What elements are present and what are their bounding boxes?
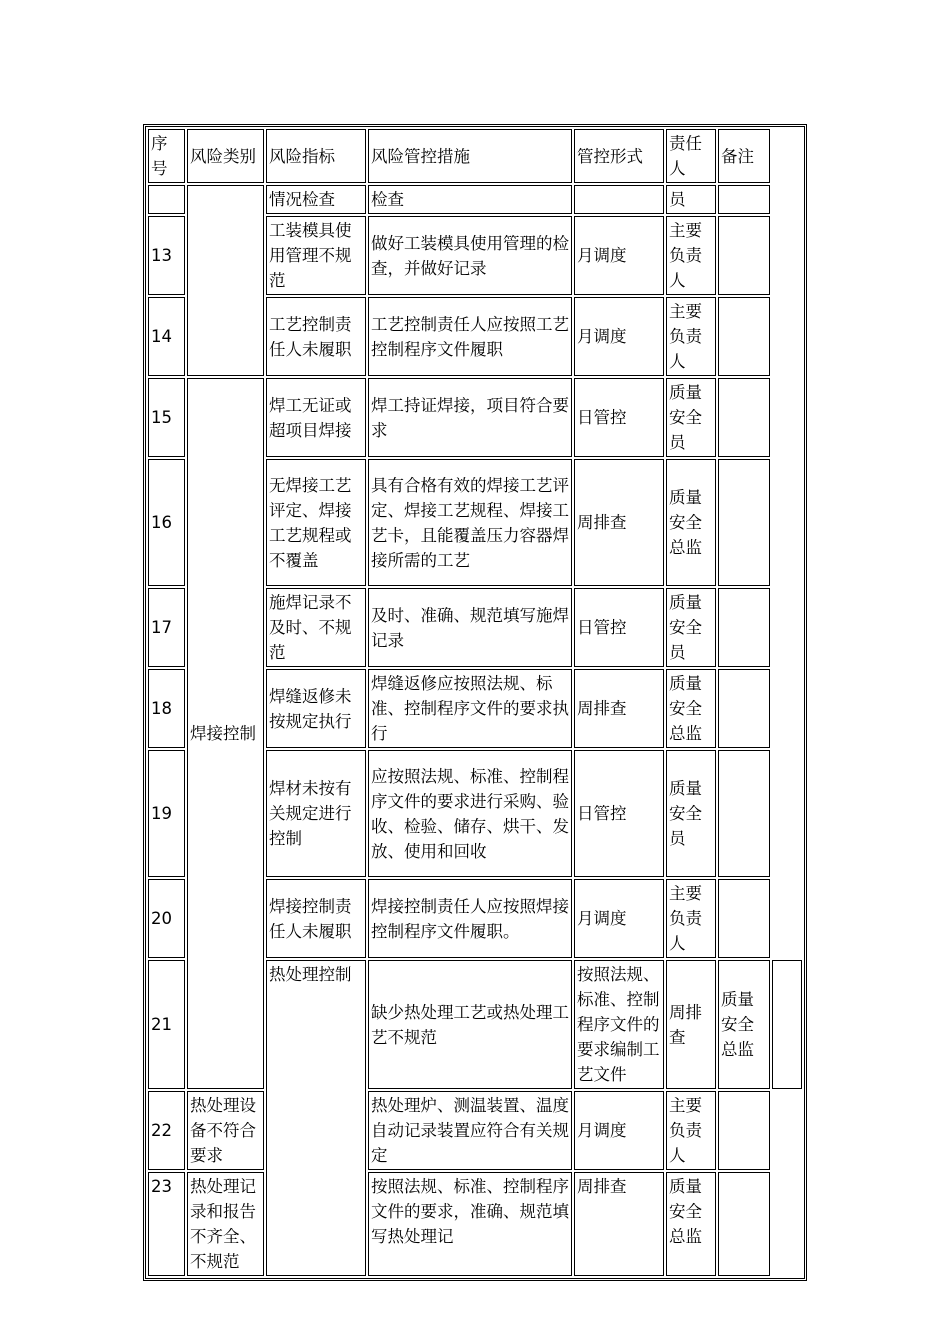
cell-note — [718, 879, 770, 958]
cell-no: 20 — [148, 879, 185, 958]
cell-category-welding: 焊接控制 — [187, 378, 264, 1089]
cell-indicator: 焊工无证或超项目焊接 — [266, 378, 366, 457]
cell-form: 日管控 — [574, 378, 664, 457]
cell-owner: 质量安全总监 — [666, 1172, 716, 1276]
cell-form: 月调度 — [574, 297, 664, 376]
cell-note — [718, 1172, 770, 1276]
cell-owner: 质量安全员 — [666, 378, 716, 457]
table-row — [148, 378, 802, 457]
cell-owner: 主要负责人 — [666, 879, 716, 958]
cell-note — [718, 185, 770, 214]
header-measure: 风险管控措施 — [368, 129, 572, 183]
cell-no: 16 — [148, 459, 185, 586]
cell-form — [574, 185, 664, 214]
header-note: 备注 — [718, 129, 770, 183]
cell-owner: 质量安全总监 — [718, 960, 770, 1089]
cell-category-heat-treatment: 热处理控制 — [266, 960, 366, 1276]
cell-measure: 检查 — [368, 185, 572, 214]
header-form: 管控形式 — [574, 129, 664, 183]
cell-indicator: 热处理设备不符合要求 — [187, 1091, 264, 1170]
cell-note — [718, 216, 770, 295]
cell-no: 21 — [148, 960, 185, 1089]
table-row-carry — [148, 185, 802, 214]
cell-form: 月调度 — [574, 879, 664, 958]
cell-measure: 按照法规、标准、控制程序文件的要求编制工艺文件 — [574, 960, 664, 1089]
cell-form: 日管控 — [574, 750, 664, 877]
cell-owner: 质量安全总监 — [666, 459, 716, 586]
cell-no: 22 — [148, 1091, 185, 1170]
cell-measure: 焊接控制责任人应按照焊接控制程序文件履职。 — [368, 879, 572, 958]
cell-form: 日管控 — [574, 588, 664, 667]
header-owner: 责任人 — [666, 129, 716, 183]
header-category: 风险类别 — [187, 129, 264, 183]
cell-note — [772, 960, 802, 1089]
cell-no: 17 — [148, 588, 185, 667]
risk-control-table-frame — [143, 124, 807, 1281]
cell-no: 19 — [148, 750, 185, 877]
cell-measure: 焊工持证焊接，项目符合要求 — [368, 378, 572, 457]
cell-measure: 工艺控制责任人应按照工艺控制程序文件履职 — [368, 297, 572, 376]
cell-indicator: 工艺控制责任人未履职 — [266, 297, 366, 376]
cell-form: 月调度 — [574, 1091, 664, 1170]
header-no: 序号 — [148, 129, 185, 183]
cell-no: 23 — [148, 1172, 185, 1276]
cell-note — [718, 750, 770, 877]
cell-owner: 员 — [666, 185, 716, 214]
header-row — [148, 129, 802, 183]
cell-indicator: 焊缝返修未按规定执行 — [266, 669, 366, 748]
cell-owner: 质量安全员 — [666, 750, 716, 877]
cell-note — [718, 459, 770, 586]
cell-indicator: 焊接控制责任人未履职 — [266, 879, 366, 958]
cell-measure: 做好工装模具使用管理的检查，并做好记录 — [368, 216, 572, 295]
cell-category-empty — [187, 185, 264, 376]
cell-owner: 主要负责人 — [666, 1091, 716, 1170]
cell-no: 13 — [148, 216, 185, 295]
cell-no: 14 — [148, 297, 185, 376]
cell-indicator: 缺少热处理工艺或热处理工艺不规范 — [368, 960, 572, 1089]
cell-no: 15 — [148, 378, 185, 457]
cell-owner: 质量安全总监 — [666, 669, 716, 748]
cell-measure: 焊缝返修应按照法规、标准、控制程序文件的要求执行 — [368, 669, 572, 748]
cell-note — [718, 669, 770, 748]
table-row — [148, 1091, 802, 1170]
cell-measure: 热处理炉、测温装置、温度自动记录装置应符合有关规定 — [368, 1091, 572, 1170]
cell-indicator: 施焊记录不及时、不规范 — [266, 588, 366, 667]
cell-no — [148, 185, 185, 214]
cell-note — [718, 1091, 770, 1170]
cell-measure: 应按照法规、标准、控制程序文件的要求进行采购、验收、检验、储存、烘干、发放、使用和回收 — [368, 750, 572, 877]
cell-indicator: 情况检查 — [266, 185, 366, 214]
cell-measure: 按照法规、标准、控制程序文件的要求，准确、规范填写热处理记 — [368, 1172, 572, 1276]
cell-form: 周排查 — [666, 960, 716, 1089]
cell-form: 月调度 — [574, 216, 664, 295]
cell-measure: 及时、准确、规范填写施焊记录 — [368, 588, 572, 667]
cell-note — [718, 378, 770, 457]
cell-no: 18 — [148, 669, 185, 748]
cell-indicator: 无焊接工艺评定、焊接工艺规程或不覆盖 — [266, 459, 366, 586]
cell-form: 周排查 — [574, 669, 664, 748]
table-row — [148, 1172, 802, 1276]
cell-owner: 质量安全员 — [666, 588, 716, 667]
cell-indicator: 焊材未按有关规定进行控制 — [266, 750, 366, 877]
risk-control-table — [146, 127, 804, 1278]
cell-note — [718, 588, 770, 667]
cell-form: 周排查 — [574, 1172, 664, 1276]
cell-measure: 具有合格有效的焊接工艺评定、焊接工艺规程、焊接工艺卡，且能覆盖压力容器焊接所需的工艺 — [368, 459, 572, 586]
cell-owner: 主要负责人 — [666, 297, 716, 376]
cell-indicator: 工装模具使用管理不规范 — [266, 216, 366, 295]
cell-indicator: 热处理记录和报告不齐全、不规范 — [187, 1172, 264, 1276]
cell-note — [718, 297, 770, 376]
cell-owner: 主要负责人 — [666, 216, 716, 295]
header-indicator: 风险指标 — [266, 129, 366, 183]
cell-form: 周排查 — [574, 459, 664, 586]
